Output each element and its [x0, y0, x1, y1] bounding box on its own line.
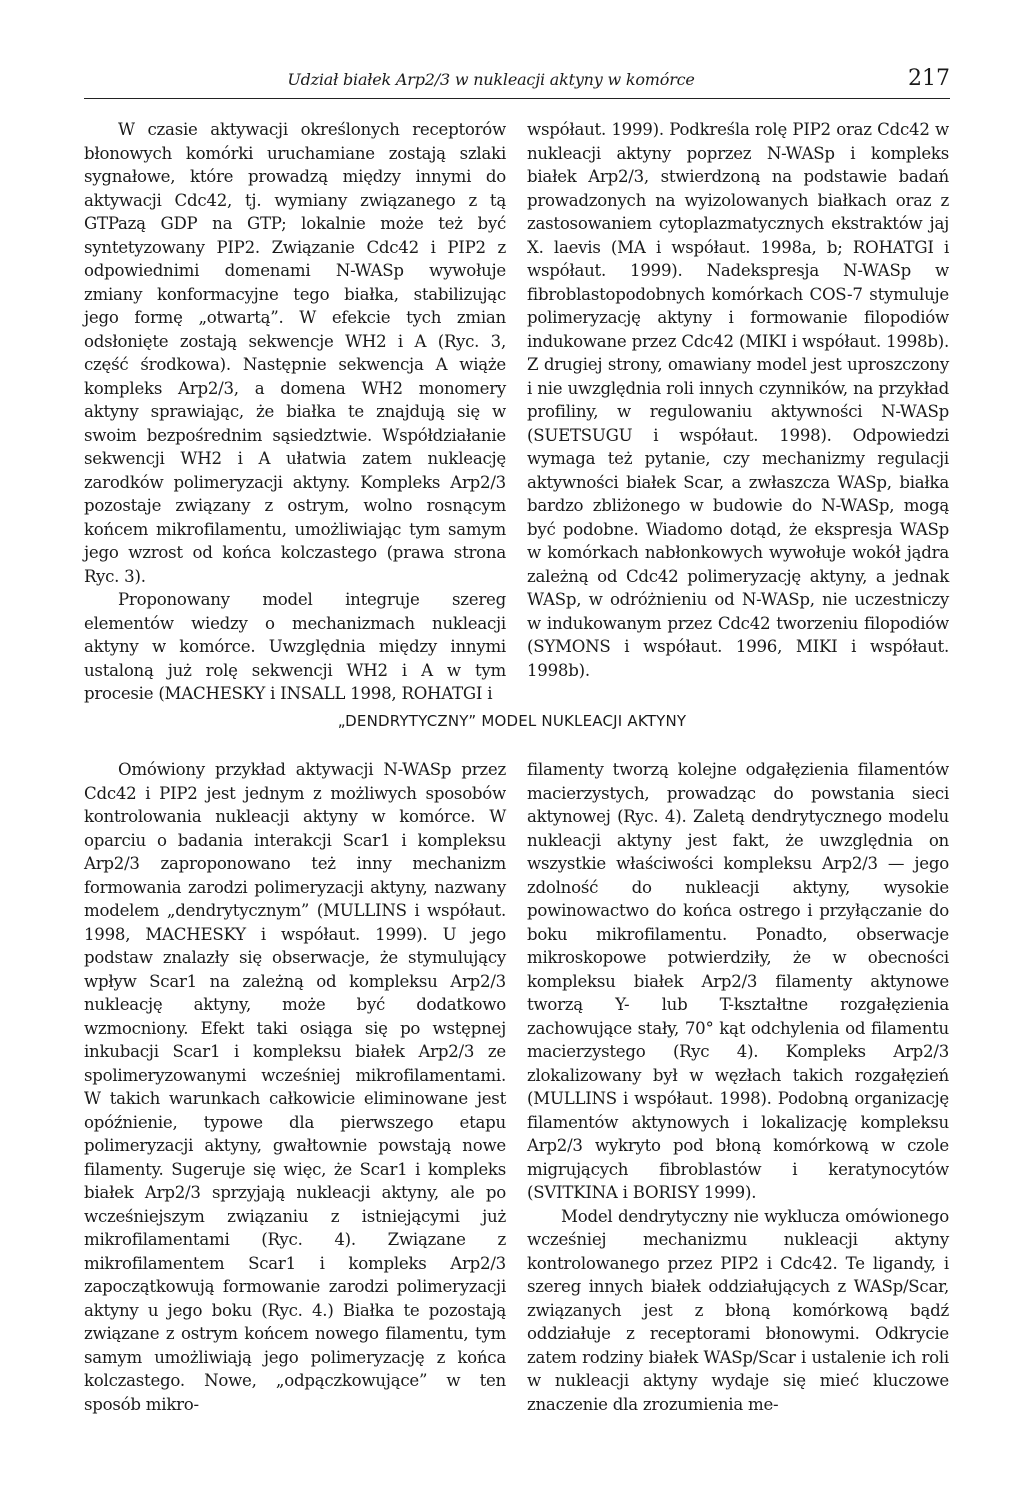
running-title: Udział białek Arp2/3 w nukleacji aktyny w komórce	[287, 70, 695, 89]
column-bottom-left	[84, 758, 506, 1416]
section-heading: „DENDRYTYCZNY” MODEL NUKLEACJI AKTYNY	[337, 712, 687, 730]
column-top-left	[84, 118, 506, 706]
column-top-right	[527, 118, 949, 682]
paragraph: Proponowany model integruje szereg elementów wiedzy o mechanizmach nukleacji aktyny w komórce. Uwzględnia między innymi ustaloną już rolę sekwencji WH2 i A w tym procesie (MACHESKY i INSALL 1998, ROHATGI i	[84, 590, 506, 703]
paragraph: Model dendrytyczny nie wyklucza omówionego wcześniej mechanizmu nukleacji aktyny kontrolowanego przez PIP2 i Cdc42. Te ligandy, i szereg innych białek oddziałujących z WASp/Scar, związanych jest z błoną komórkową bądź oddziałuje z receptorami błonowymi. Odkrycie zatem rodziny białek WASp/Scar i ustalenie ich roli w nukleacji aktyny wydaje się mieć kluczowe znaczenie dla zrozumienia me-	[527, 1206, 949, 1414]
paragraph: W czasie aktywacji określonych receptorów błonowych komórki uruchamiane zostają szlaki sygnałowe, które prowadzą między innymi do aktywacji Cdc42, tj. wymiany związanego z tą GTPazą GDP na GTP; lokalnie może też być syntetyzowany PIP2. Związanie Cdc42 i PIP2 z odpowiednimi domenami N-WASp wywołuje zmiany konformacyjne tego białka, stabilizując jego formę „otwartą”. W efekcie tych zmian odsłonięte zostają sekwencje WH2 i A (Ryc. 3, część środkowa). Następnie sekwencja A wiąże kompleks Arp2/3, a domena WH2 monomery aktyny sprawiając, że białka te znajdują się w swoim bezpośrednim sąsiedztwie. Współdziałanie sekwencji WH2 i A ułatwia zatem nukleację zarodków polimeryzacji aktyny. Kompleks Arp2/3 pozostaje związany z ostrym, wolno rosnącym końcem mikrofilamentu, umożliwiając tym samym jego wzrost od końca kolczastego (prawa strona Ryc. 3).	[84, 120, 506, 586]
paragraph: Omówiony przykład aktywacji N-WASp przez Cdc42 i PIP2 jest jednym z możliwych sposobów kontrolowania nukleacji aktyny w komórce. W oparciu o badania interakcji Scar1 i kompleksu Arp2/3 zaproponowano też inny mechanizm formowania zarodzi polimeryzacji aktyny, nazwany modelem „dendrytycznym” (MULLINS i współaut. 1998, MACHESKY i współaut. 1999). U jego podstaw znalazły się obserwacje, że stymulujący wpływ Scar1 na zależną od kompleksu Arp2/3 nukleację aktyny, może być dodatkowo wzmocniony. Efekt taki osiąga się po wstępnej inkubacji Scar1 i kompleksu białek Arp2/3 ze spolimeryzowanymi wcześniej mikrofilamentami. W takich warunkach całkowicie eliminowane jest opóźnienie, typowe dla pierwszego etapu polimeryzacji aktyny, gwałtownie powstają nowe filamenty. Sugeruje się więc, że Scar1 i kompleks białek Arp2/3 sprzyjają nukleacji aktyny, ale po wcześniejszym związaniu z istniejącymi już mikrofilamentami (Ryc. 4). Związane z mikrofilamentem Scar1 i kompleks Arp2/3 zapoczątkowują formowanie zarodzi polimeryzacji aktyny u jego boku (Ryc. 4.) Białka te pozostają związane z ostrym końcem nowego filamentu, tym samym umożliwiają jego polimeryzację z końca kolczastego. Nowe, „odpączkowujące” w ten sposób mikro-	[84, 760, 506, 1414]
page-number: 217	[908, 66, 950, 91]
paragraph: współaut. 1999). Podkreśla rolę PIP2 oraz Cdc42 w nukleacji aktyny poprzez N-WASp i kompleks białek Arp2/3, stwierdzoną na podstawie badań prowadzonych na wyizolowanych białkach oraz z zastosowaniem cytoplazmatycznych ekstraktów jaj X. laevis (MA i współaut. 1998a, b; ROHATGI i współaut. 1999). Nadekspresja N-WASp w fibroblastopodobnych komórkach COS-7 stymuluje polimeryzację aktyny i formowanie filopodiów indukowane przez Cdc42 (MIKI i współaut. 1998b). Z drugiej strony, omawiany model jest uproszczony i nie uwzględnia roli innych czynników, na przykład profiliny, w regulowaniu aktywności N-WASp (SUETSUGU i współaut. 1998). Odpowiedzi wymaga też pytanie, czy mechanizmy regulacji aktywności białek Scar, a zwłaszcza WASp, białka bardzo zbliżonego w budowie do N-WASp, mogą być podobne. Wiadomo dotąd, że ekspresja WASp w komórkach nabłonkowych wywołuje wokół jądra zależną od Cdc42 polimeryzację aktyny, a jednak WASp, w odróżnieniu od N-WASp, nie uczestniczy w indukowanym przez Cdc42 tworzeniu filopodiów (SYMONS i współaut. 1996, MIKI i współaut. 1998b).	[527, 120, 949, 680]
column-bottom-right	[527, 758, 949, 1416]
paragraph: filamenty tworzą kolejne odgałęzienia filamentów macierzystych, prowadząc do powstania sieci aktynowej (Ryc. 4). Zaletą dendrytycznego modelu nukleacji aktyny jest fakt, że uwzględnia on wszystkie właściwości kompleksu Arp2/3 — jego zdolność do nukleacji aktyny, wysokie powinowactwo do końca ostrego i przyłączanie do boku mikrofilamentu. Ponadto, obserwacje mikroskopowe potwierdziły, że w obecności kompleksu białek Arp2/3 filamenty aktynowe tworzą Y- lub T-kształtne rozgałęzienia zachowujące stały, 70° kąt odchylenia od filamentu macierzystego (Ryc 4). Kompleks Arp2/3 zlokalizowany był w węzłach takich rozgałęzień (MULLINS i współaut. 1998). Podobną organizację filamentów aktynowych i lokalizację kompleksu Arp2/3 wykryto pod błoną komórkową w czole migrujących fibroblastów i keratynocytów (SVITKINA i BORISY 1999).	[527, 760, 949, 1202]
page-header	[84, 68, 950, 99]
